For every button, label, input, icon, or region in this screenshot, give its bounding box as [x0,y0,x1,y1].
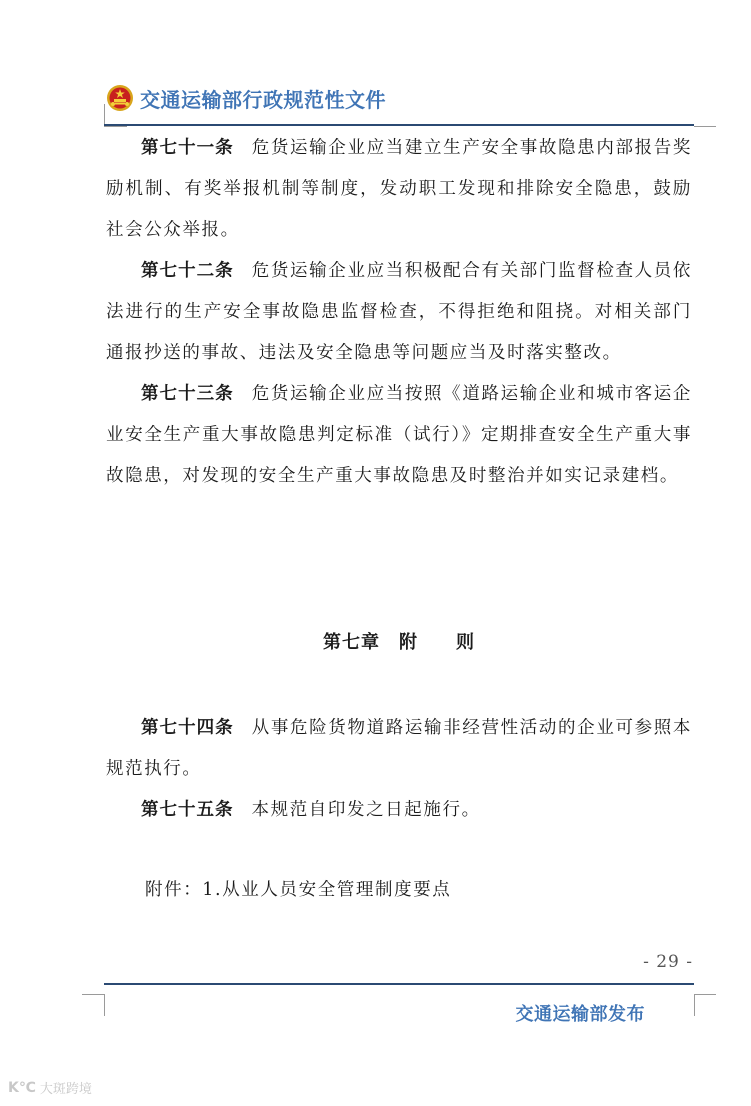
article-paragraph [106,128,692,251]
footer-publisher: 交通运输部发布 [515,1004,645,1025]
crop-mark-bottom-left-vertical [104,994,105,1016]
article-paragraph [106,708,692,790]
footer-divider [104,983,694,985]
document-header [106,78,386,118]
articles-section-top [106,128,692,497]
article-paragraph [106,251,692,374]
watermark-logo-icon: K℃ [8,1079,36,1096]
article-number: 第七十三条 [141,384,234,404]
article-number: 第七十四条 [141,718,234,738]
article-number: 第七十一条 [141,138,234,158]
attachment-note: 附件：1.从业人员安全管理制度要点 [145,880,452,900]
page-number: - 29 - [643,952,693,972]
article-paragraph [106,374,692,497]
article-paragraph [106,790,692,831]
crop-mark-bottom-right-vertical [694,994,695,1016]
watermark-text: 大斑跨境 [39,1082,92,1097]
watermark [8,1078,92,1097]
crop-mark-bottom-left [82,994,104,995]
header-title: 交通运输部行政规范性文件 [140,87,386,112]
article-text: 本规范自印发之日起施行。 [251,800,481,820]
article-number: 第七十二条 [141,261,234,281]
article-text: 危货运输企业应当积极配合有关部门监督检查人员依法进行的生产安全事故隐患监督检查，不得拒绝和阻挠。对相关部门通报抄送的事故、违法及安全隐患等问题应当及时落实整改。 [106,261,693,363]
articles-section-bottom [106,708,692,831]
chapter-heading: 第七章 附 则 [323,632,475,653]
article-text: 从事危险货物道路运输非经营性活动的企业可参照本规范执行。 [106,718,693,779]
crop-mark-top-right [694,126,716,127]
crop-mark-bottom-right [694,994,716,995]
article-text: 危货运输企业应当建立生产安全事故隐患内部报告奖励机制、有奖举报机制等制度，发动职工发现和排除安全隐患，鼓励社会公众举报。 [106,138,693,240]
article-number: 第七十五条 [141,800,234,820]
header-divider [104,124,694,126]
article-text: 危货运输企业应当按照《道路运输企业和城市客运企业安全生产重大事故隐患判定标准（试行）》定期排查安全生产重大事故隐患，对发现的安全生产重大事故隐患及时整治并如实记录建档。 [106,384,693,486]
